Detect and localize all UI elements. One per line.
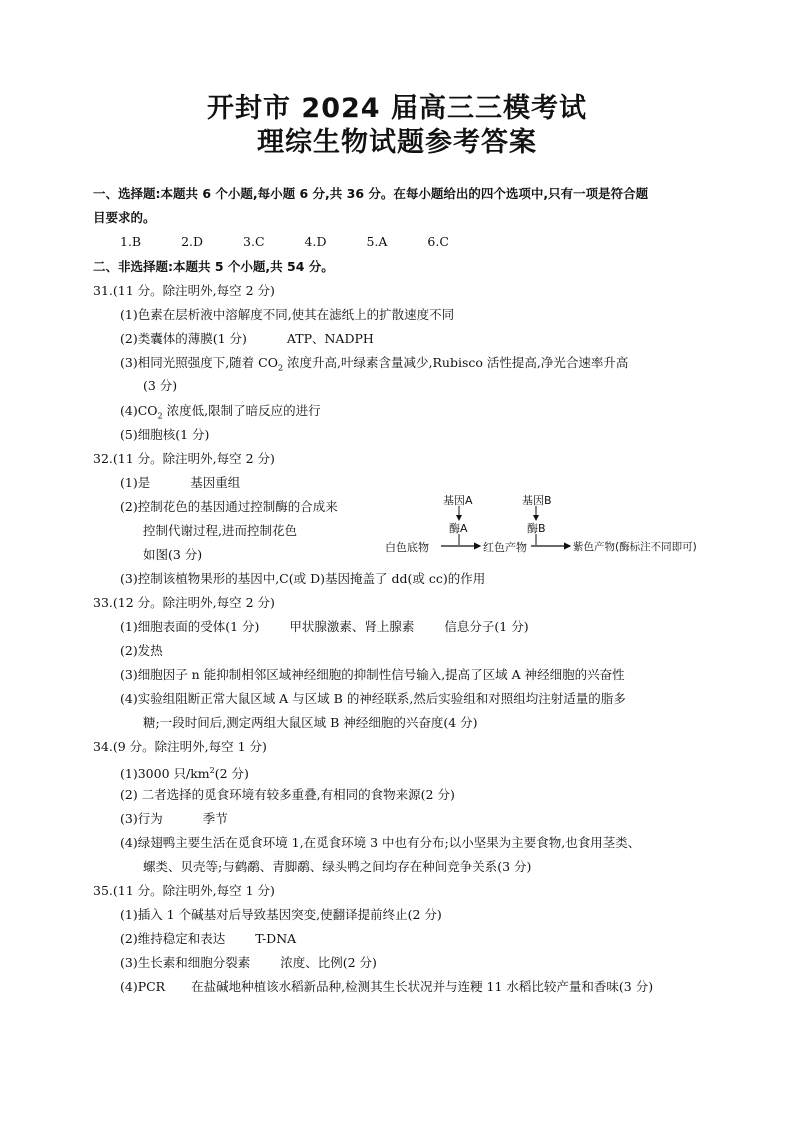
q32-answer-2-line1: (2)控制花色的基因通过控制酶的合成来 (120, 499, 338, 514)
q31-answer-4 (120, 402, 321, 426)
q34-answer-3 (120, 810, 228, 828)
q32-heading: 32.(11 分。除注明外,每空 2 分) (93, 451, 275, 466)
q34-answer-3-part2: 季节 (202, 811, 228, 826)
substrate-label: 白色底物 (385, 541, 429, 554)
q32-answer-2-line2: 控制代谢过程,进而控制花色 (143, 523, 297, 538)
q33-answer-1 (120, 618, 529, 636)
enzyme-a-label: 酶A (449, 522, 468, 535)
red-product-label: 红色产物 (483, 541, 527, 554)
q34-answer-3-part1: (3)行为 (120, 811, 163, 826)
q32-answer-1-part1: (1)是 (120, 475, 151, 490)
q31-answer-2-part2: ATP、NADPH (286, 331, 374, 346)
q35-answer-4 (120, 978, 653, 996)
q33-answer-1-part3: 信息分子(1 分) (444, 619, 529, 634)
superscript-2: 2 (209, 766, 215, 775)
q31-answer-2 (120, 330, 374, 348)
q31-answer-2-part1: (2)类囊体的薄膜(1 分) (120, 331, 247, 346)
q32-answer-2-line3: 如图(3 分) (143, 547, 203, 562)
q35-answer-2 (120, 930, 296, 948)
answer-1: 1.B (120, 234, 142, 249)
answer-2: 2.D (181, 234, 204, 249)
answer-3: 3.C (243, 234, 265, 249)
q35-heading: 35.(11 分。除注明外,每空 1 分) (93, 883, 275, 898)
q34-answer-4-line1: (4)绿翅鸭主要生活在觅食环境 1,在觅食环境 3 中也有分布;以小坚果为主要食物,也食用茎类、 (120, 835, 641, 850)
section1-heading-line2: 目要求的。 (93, 210, 156, 225)
q31-answer-1: (1)色素在层析液中溶解度不同,使其在滤纸上的扩散速度不同 (120, 307, 455, 322)
q33-answer-1-part2: 甲状腺激素、肾上腺素 (289, 619, 415, 634)
answer-6: 6.C (427, 234, 449, 249)
q35-answer-4-part1: (4)PCR (120, 979, 166, 994)
q32-answer-1-part2: 基因重组 (190, 475, 241, 490)
q34-answer-2: (2) 二者选择的觅食环境有较多重叠,有相同的食物来源(2 分) (120, 787, 455, 802)
q35-answer-3 (120, 954, 377, 972)
section2-heading: 二、非选择题:本题共 5 个小题,共 54 分。 (93, 259, 334, 274)
q31-heading: 31.(11 分。除注明外,每空 2 分) (93, 283, 275, 298)
q35-answer-2-part2: T-DNA (255, 931, 297, 946)
q31-answer-4-text-cont: 浓度低,限制了暗反应的进行 (162, 403, 321, 418)
enzyme-b-label: 酶B (527, 522, 546, 535)
choice-answers (120, 233, 485, 251)
q34-answer-4-line2: 螺类、贝壳等;与鹤鹬、青脚鹬、绿头鸭之间均存在种间竞争关系(3 分) (143, 859, 532, 874)
q33-answer-2: (2)发热 (120, 643, 163, 658)
page-subtitle: 理综生物试题参考答案 (257, 127, 537, 158)
q31-answer-3-line2: (3 分) (143, 378, 178, 393)
q35-answer-1: (1)插入 1 个碱基对后导致基因突变,使翻译提前终止(2 分) (120, 907, 442, 922)
pathway-diagram (385, 490, 715, 560)
purple-product-label: 紫色产物(酶标注不同即可) (573, 541, 697, 553)
answer-4: 4.D (304, 234, 327, 249)
q33-answer-4-line1: (4)实验组阻断正常大鼠区域 A 与区域 B 的神经联系,然后实验组和对照组均注射适量的脂多 (120, 691, 626, 706)
section1-heading-line1: 一、选择题:本题共 6 个小题,每小题 6 分,共 36 分。在每小题给出的四个选项中,只有一项是符合题 (93, 186, 649, 201)
q33-heading: 33.(12 分。除注明外,每空 2 分) (93, 595, 275, 610)
q35-answer-2-part1: (2)维持稳定和表达 (120, 931, 226, 946)
q32-answer-3: (3)控制该植物果形的基因中,C(或 D)基因掩盖了 dd(或 cc)的作用 (120, 571, 486, 586)
q31-answer-3-text-cont: 浓度升高,叶绿素含量减少,Rubisco 活性提高,净光合速率升高 (283, 355, 629, 370)
gene-a-label: 基因A (443, 494, 473, 507)
q34-heading: 34.(9 分。除注明外,每空 1 分) (93, 739, 267, 754)
q34-answer-1 (120, 762, 249, 783)
page-title: 开封市 2024 届高三三模考试 (207, 93, 587, 124)
subscript-2: 2 (157, 411, 163, 421)
pathway-arrows (385, 490, 715, 560)
answer-5: 5.A (366, 234, 388, 249)
q35-answer-4-part2: 在盐碱地种植该水稻新品种,检测其生长状况并与连粳 11 水稻比较产量和香味(3 分) (191, 979, 654, 994)
q35-answer-3-part1: (3)生长素和细胞分裂素 (120, 955, 251, 970)
q35-answer-3-part2: 浓度、比例(2 分) (280, 955, 377, 970)
q32-answer-1 (120, 474, 240, 492)
subscript-2: 2 (277, 363, 284, 373)
gene-b-label: 基因B (522, 494, 552, 507)
q33-answer-1-part1: (1)细胞表面的受体(1 分) (120, 619, 260, 634)
q31-answer-3-line1 (120, 354, 628, 378)
q34-answer-1-text: (1)3000 只/km (120, 766, 210, 782)
q34-answer-1-score: (2 分) (214, 766, 249, 782)
q31-answer-5: (5)细胞核(1 分) (120, 427, 210, 442)
q33-answer-3: (3)细胞因子 n 能抑制相邻区域神经细胞的抑制性信号输入,提高了区域 A 神经细胞的兴奋性 (120, 667, 625, 682)
q31-answer-3-text: (3)相同光照强度下,随着 CO (120, 355, 278, 370)
q33-answer-4-line2: 糖;一段时间后,测定两组大鼠区域 B 神经细胞的兴奋度(4 分) (143, 715, 478, 730)
q31-answer-4-text: (4)CO (120, 403, 158, 418)
